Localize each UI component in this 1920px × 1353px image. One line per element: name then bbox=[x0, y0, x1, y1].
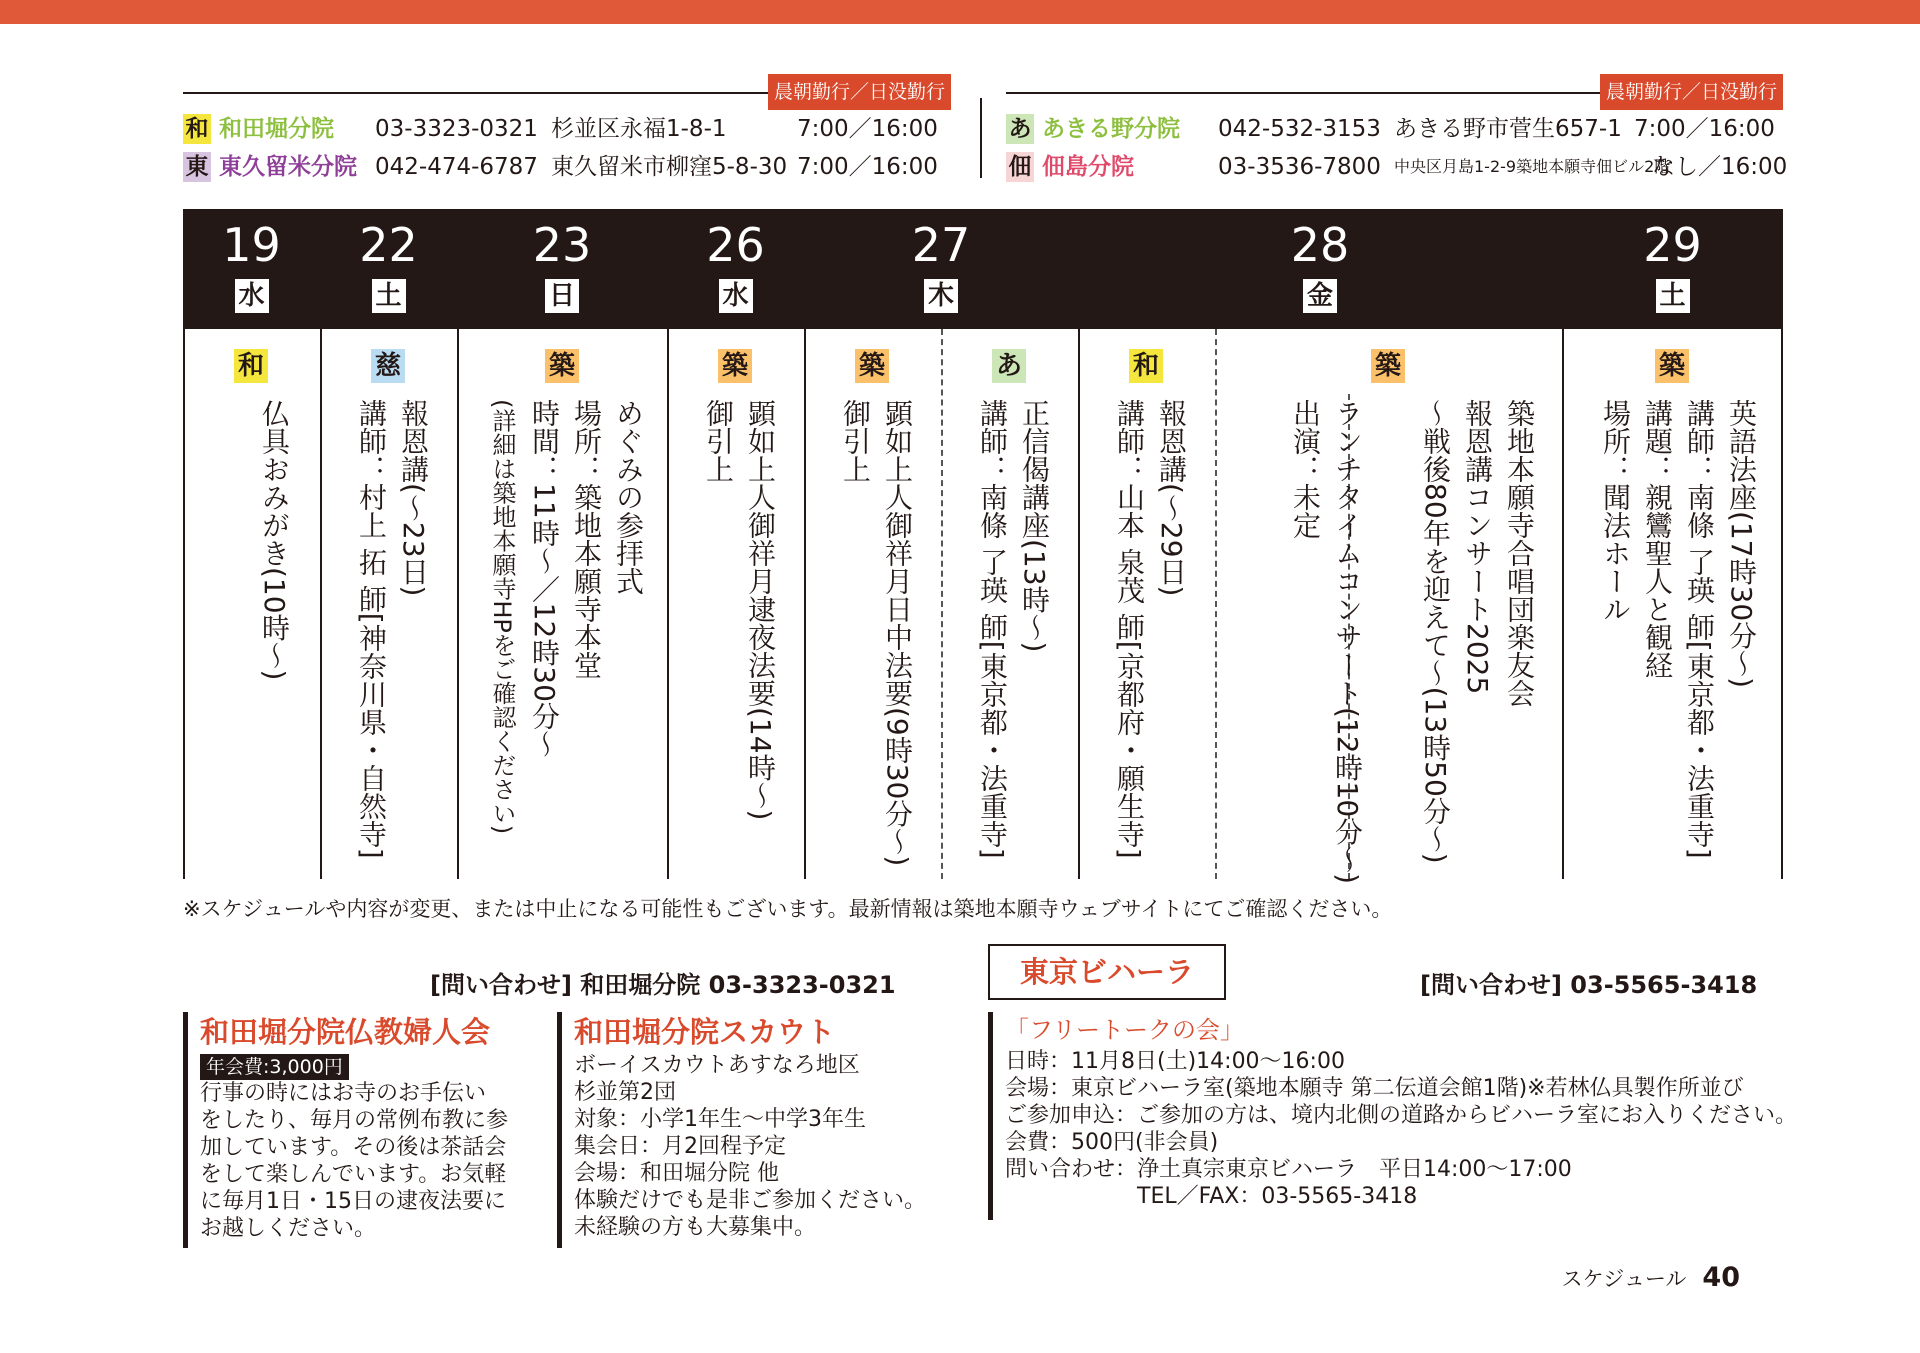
branch-badge: あ bbox=[992, 349, 1026, 383]
event-line: めぐみの参拝式 bbox=[612, 399, 645, 595]
event-text bbox=[691, 399, 781, 869]
event-line: 講題：親鸞聖人と観経 bbox=[1641, 399, 1674, 679]
branch-tel: 042-474-6787 bbox=[375, 154, 538, 180]
event-line: 築地本願寺合唱団楽友会 bbox=[1503, 399, 1536, 707]
scout-title: 和田堀分院スカウト bbox=[574, 1015, 836, 1049]
vihara-line: 問い合わせ：浄土真宗東京ビハーラ 平日14:00～17:00 bbox=[1005, 1157, 1572, 1182]
fujinkai-title: 和田堀分院仏教婦人会 bbox=[200, 1015, 491, 1049]
event-line: (詳細は築地本願寺HPをご確認ください) bbox=[488, 399, 516, 835]
fujinkai-line: お越しください。 bbox=[200, 1216, 377, 1241]
top-accent-bar bbox=[0, 0, 1920, 24]
scout-box bbox=[557, 1012, 974, 1248]
branch-badge: 築 bbox=[545, 349, 579, 383]
branch-info-left bbox=[183, 74, 951, 186]
branch-hours: 7:00／16:00 bbox=[797, 154, 938, 180]
branch-tel: 03-3323-0321 bbox=[375, 116, 538, 142]
day-header bbox=[183, 209, 320, 329]
event-line: 英語法座(17時30分～) bbox=[1725, 399, 1758, 689]
branch-hours: なし／16:00 bbox=[1652, 154, 1788, 180]
event-line: 御引上 bbox=[702, 399, 735, 483]
event-line: 講師：南條 了瑛 師[東京都・法重寺] bbox=[1683, 399, 1716, 859]
day-number: 28 bbox=[1290, 218, 1350, 272]
branch-badge: 東 bbox=[183, 152, 211, 182]
event-spacer bbox=[1368, 399, 1414, 869]
event-line: 講師：村上 拓 師[神奈川県・自然寺] bbox=[355, 399, 388, 859]
vihara-line: 会場：東京ビハーラ室(築地本願寺 第二伝道会館1階)※若林仏具製作所並び bbox=[1005, 1076, 1744, 1101]
branch-row bbox=[1006, 112, 1783, 146]
branch-badge: 築 bbox=[855, 349, 889, 383]
branch-address: 中央区月島1-2-9築地本願寺佃ビル2階 bbox=[1394, 157, 1671, 176]
event-line: ～戦後80年を迎えて～(13時50分～) bbox=[1419, 399, 1452, 864]
scout-line: 杉並第2団 bbox=[574, 1080, 676, 1105]
event-text bbox=[1582, 399, 1762, 869]
column-divider bbox=[667, 329, 669, 879]
day-number: 19 bbox=[222, 218, 281, 272]
fujinkai-box bbox=[183, 1012, 540, 1248]
day-number: 23 bbox=[532, 218, 592, 272]
event-text bbox=[1230, 399, 1540, 885]
calendar-column bbox=[804, 209, 1078, 879]
event-line: 場所：聞法ホール bbox=[1599, 399, 1632, 623]
event-text bbox=[828, 399, 918, 869]
branch-name: 佃島分院 bbox=[1042, 154, 1134, 180]
wadabori-inquiry: [問い合わせ] 和田堀分院 03-3323-0321 bbox=[430, 971, 896, 999]
vihara-line: 日時：11月8日(土)14:00～16:00 bbox=[1005, 1049, 1345, 1074]
scout-line: ボーイスカウトあすなろ地区 bbox=[574, 1053, 860, 1078]
hours-header-tag: 晨朝勤行／日没勤行 bbox=[768, 74, 951, 110]
fujinkai-line: に毎月1日・15日の逮夜法要に bbox=[200, 1189, 506, 1214]
branch-divider bbox=[980, 98, 982, 178]
event-line: 顕如上人御祥月日中法要(9時30分～) bbox=[881, 399, 914, 867]
branch-badge: 築 bbox=[718, 349, 752, 383]
branch-badge: 和 bbox=[234, 349, 268, 383]
calendar-column bbox=[1078, 209, 1562, 885]
page-number: 40 bbox=[1702, 1262, 1740, 1293]
day-header bbox=[320, 209, 457, 329]
branch-row bbox=[1006, 150, 1788, 184]
scout-line: 集会日：月2回程予定 bbox=[574, 1134, 786, 1159]
event-line: 講師：南條 了瑛 師[東京都・法重寺] bbox=[976, 399, 1009, 859]
event-line: 報恩講(～23日) bbox=[397, 399, 430, 597]
page-footer bbox=[1562, 1262, 1740, 1293]
branch-name: 東久留米分院 bbox=[219, 154, 357, 180]
day-header bbox=[1562, 209, 1783, 329]
branch-badge: 築 bbox=[1371, 349, 1405, 383]
column-divider bbox=[183, 329, 185, 879]
branch-hours: 7:00／16:00 bbox=[797, 116, 938, 142]
scout-line: 未経験の方も大募集中。 bbox=[574, 1215, 817, 1240]
branch-info-right bbox=[1006, 74, 1788, 186]
day-header bbox=[457, 209, 667, 329]
column-divider bbox=[804, 329, 806, 879]
weekday-label: 木 bbox=[924, 279, 958, 313]
column-divider bbox=[1562, 329, 1564, 879]
branch-address: 杉並区永福1-8-1 bbox=[551, 116, 727, 142]
calendar-column bbox=[457, 209, 667, 879]
schedule-notice: ※スケジュールや内容が変更、または中止になる可能性もございます。最新情報は築地本願寺ウェブサイトにてご確認ください。 bbox=[183, 897, 1393, 921]
branch-row bbox=[183, 150, 951, 184]
vihara-box bbox=[988, 1012, 1798, 1220]
fujinkai-line: をして楽しんでいます。お気軽 bbox=[200, 1162, 507, 1187]
branch-address: あきる野市菅生657-1 bbox=[1394, 116, 1622, 142]
vihara-inquiry: [問い合わせ] 03-5565-3418 bbox=[1420, 971, 1758, 999]
event-text bbox=[1102, 399, 1192, 869]
event-line: 講師：山本 泉茂 師[京都府・願生寺] bbox=[1113, 399, 1146, 859]
tokyo-vihara-title: 東京ビハーラ bbox=[988, 944, 1226, 1000]
event-text bbox=[477, 399, 649, 869]
branch-name: あきる野分院 bbox=[1042, 116, 1180, 142]
branch-badge: 和 bbox=[183, 114, 211, 144]
branch-name: 和田堀分院 bbox=[219, 116, 334, 142]
event-line: 正信偈講座(13時～) bbox=[1018, 399, 1051, 653]
hours-header-tag: 晨朝勤行／日没勤行 bbox=[1600, 74, 1783, 110]
weekday-label: 水 bbox=[235, 279, 269, 313]
weekday-label: 金 bbox=[1303, 279, 1337, 313]
event-line: 報恩講コンサート2025 bbox=[1461, 399, 1494, 695]
branch-tel: 03-3536-7800 bbox=[1218, 154, 1381, 180]
day-number: 22 bbox=[359, 218, 418, 272]
event-line: 仏具おみがき(10時～) bbox=[258, 399, 291, 681]
event-line: ランチタイムコンサート(12時10分～) bbox=[1331, 399, 1364, 885]
column-divider bbox=[1781, 329, 1783, 879]
event-line: 出演：未定 bbox=[1289, 399, 1322, 539]
branch-badge: 和 bbox=[1129, 349, 1163, 383]
scout-line: 体験だけでも是非ご参加ください。 bbox=[574, 1188, 927, 1213]
column-divider bbox=[320, 329, 322, 879]
branch-badge: 佃 bbox=[1006, 152, 1034, 182]
event-line: 場所：築地本願寺本堂 bbox=[570, 399, 603, 679]
calendar-column bbox=[667, 209, 804, 879]
day-number: 26 bbox=[706, 218, 765, 272]
branch-badge: あ bbox=[1006, 114, 1034, 144]
vihara-line: ご参加申込：ご参加の方は、境内北側の道路からビハーラ室にお入りください。 bbox=[1005, 1103, 1798, 1128]
branch-badge: 慈 bbox=[371, 349, 405, 383]
calendar-column bbox=[1562, 209, 1783, 879]
day-header bbox=[667, 209, 804, 329]
day-number: 29 bbox=[1643, 218, 1702, 272]
event-calendar bbox=[183, 209, 1783, 885]
calendar-column bbox=[183, 209, 320, 879]
event-line: 報恩講(～29日) bbox=[1155, 399, 1188, 597]
day-header bbox=[804, 209, 1078, 329]
fujinkai-line: 加しています。その後は茶話会 bbox=[200, 1135, 507, 1160]
event-text bbox=[211, 399, 295, 869]
branch-badge: 築 bbox=[1655, 349, 1689, 383]
vihara-line: 会費：500円(非会員) bbox=[1005, 1130, 1219, 1155]
vihara-line: TEL／FAX：03-5565-3418 bbox=[1005, 1184, 1418, 1209]
calendar-column bbox=[320, 209, 457, 879]
sub-column-divider bbox=[941, 329, 943, 879]
event-line: 顕如上人御祥月逮夜法要(14時～) bbox=[744, 399, 777, 821]
fujinkai-line: 行事の時にはお寺のお手伝い bbox=[200, 1081, 487, 1106]
scout-line: 対象：小学1年生～中学3年生 bbox=[574, 1107, 866, 1132]
scout-line: 会場：和田堀分院 他 bbox=[574, 1161, 779, 1186]
event-line: 時間：11時～／12時30分～ bbox=[528, 399, 561, 758]
column-divider bbox=[1078, 329, 1080, 879]
event-text bbox=[344, 399, 434, 869]
branch-address: 東久留米市柳窪5-8-30 bbox=[551, 154, 788, 180]
column-divider bbox=[457, 329, 459, 879]
day-number: 27 bbox=[911, 218, 971, 272]
sub-column-divider bbox=[1215, 329, 1217, 879]
day-header bbox=[1078, 209, 1562, 329]
branch-hours: 7:00／16:00 bbox=[1634, 116, 1775, 142]
event-text bbox=[965, 399, 1055, 869]
vihara-subtitle: 「フリートークの会」 bbox=[1005, 1016, 1245, 1044]
fujinkai-line: をしたり、毎月の常例布教に参 bbox=[200, 1108, 509, 1133]
weekday-label: 日 bbox=[545, 279, 579, 313]
weekday-label: 土 bbox=[1656, 279, 1690, 313]
weekday-label: 土 bbox=[372, 279, 406, 313]
branch-tel: 042-532-3153 bbox=[1218, 116, 1381, 142]
membership-fee-badge: 年会費:3,000円 bbox=[200, 1054, 349, 1080]
event-line: 御引上 bbox=[839, 399, 872, 483]
section-label: スケジュール bbox=[1561, 1267, 1687, 1291]
branch-row bbox=[183, 112, 951, 146]
weekday-label: 水 bbox=[719, 279, 753, 313]
